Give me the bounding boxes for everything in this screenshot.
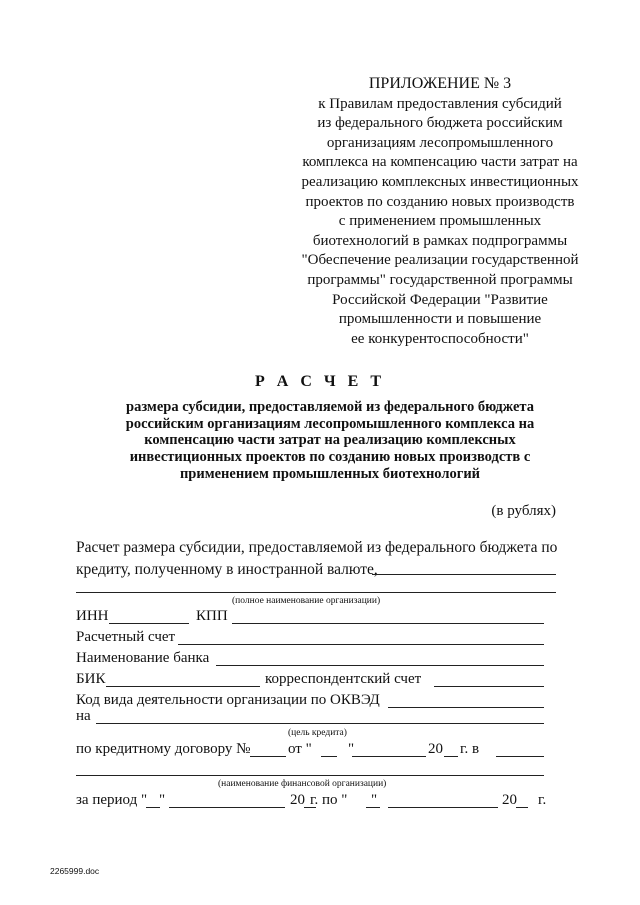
appendix-line: реализацию комплексных инвестиционных	[301, 173, 579, 190]
calculation-subtitle	[60, 399, 600, 483]
contract-day-field[interactable]	[321, 756, 337, 757]
year-in-label: г. в	[460, 741, 480, 757]
appendix-line: проектов по созданию новых производств	[305, 193, 575, 210]
subtitle-line: применением промышленных биотехнологий	[179, 465, 481, 482]
appendix-line: промышленности и повышение	[338, 311, 542, 328]
okved-label: Код вида деятельности организации по ОКВЭД	[76, 692, 380, 708]
kpp-label: КПП	[196, 608, 228, 624]
org-name-note: (полное наименование организации)	[232, 596, 381, 606]
appendix-title: ПРИЛОЖЕНИЕ № 3	[368, 75, 512, 92]
quote-close: "	[348, 741, 355, 757]
purpose-note: (цель кредита)	[288, 728, 347, 738]
period-start-month-field[interactable]	[169, 807, 285, 808]
fin-org-note: (наименование финансовой организации)	[218, 779, 387, 789]
bank-label: Наименование банка	[76, 650, 210, 666]
intro-line-1: Расчет размера субсидии, предоставляемой из федерального бюджета по	[76, 539, 558, 556]
period-label: за период "	[76, 792, 148, 808]
purpose-field[interactable]	[96, 723, 544, 724]
year-prefix: 20	[428, 741, 443, 757]
appendix-line: программы" государственной программы	[307, 271, 573, 288]
kpp-field[interactable]	[232, 623, 544, 624]
inn-field[interactable]	[109, 623, 189, 624]
bik-field[interactable]	[106, 686, 260, 687]
corr-account-field[interactable]	[434, 686, 544, 687]
appendix-line: комплекса на компенсацию части затрат на	[302, 154, 578, 171]
appendix-line: организациям лесопромышленного	[326, 134, 554, 151]
org-name-field[interactable]	[76, 592, 556, 593]
period-quote-2: "	[371, 792, 378, 808]
subtitle-line: размера субсидии, предоставляемой из федерального бюджета	[126, 399, 534, 415]
units-note: (в рублях)	[491, 503, 556, 519]
loan-contract-label: по кредитному договору №	[76, 741, 251, 757]
loan-contract-row	[76, 741, 548, 761]
period-end-day-field[interactable]	[366, 807, 380, 808]
appendix-line: биотехнологий в рамках подпрограммы	[312, 232, 568, 249]
contract-place-field[interactable]	[496, 756, 544, 757]
contract-month-field[interactable]	[352, 756, 426, 757]
fin-org-field[interactable]	[76, 775, 544, 776]
period-quote-1: "	[159, 792, 166, 808]
bik-row	[76, 671, 548, 691]
document-id: 2265999.doc	[50, 866, 100, 876]
period-end-label: г.	[538, 792, 547, 808]
from-label: от "	[288, 741, 312, 757]
period-start-day-field[interactable]	[146, 807, 160, 808]
contract-year-field[interactable]	[444, 756, 458, 757]
period-end-year-field[interactable]	[516, 807, 528, 808]
subtitle-line: российским организациям лесопромышленного комплекса на	[125, 415, 535, 432]
corr-account-label: корреспондентский счет	[265, 671, 422, 687]
account-row	[76, 629, 548, 649]
na-label: на	[76, 708, 91, 724]
subtitle-line: компенсацию части затрат на реализацию комплексных	[144, 432, 516, 449]
period-end-month-field[interactable]	[388, 807, 498, 808]
period-to-label: г. по "	[310, 792, 348, 808]
account-field[interactable]	[178, 644, 544, 645]
bank-field[interactable]	[216, 665, 544, 666]
appendix-line: "Обеспечение реализации государственной	[301, 252, 579, 269]
period-year-1: 20	[290, 792, 305, 808]
appendix-line: из федерального бюджета российским	[317, 115, 563, 132]
bik-label: БИК	[76, 671, 106, 687]
intro-line-2: кредиту, полученному в иностранной валюте,	[76, 561, 378, 578]
contract-number-field[interactable]	[250, 756, 286, 757]
appendix-block	[250, 74, 630, 349]
appendix-line: с применением промышленных	[338, 213, 542, 230]
appendix-line: Российской Федерации "Развитие	[332, 291, 548, 308]
period-year-2: 20	[502, 792, 517, 808]
inn-kpp-row	[76, 608, 548, 628]
period-start-year-field[interactable]	[304, 807, 316, 808]
purpose-row	[76, 708, 548, 728]
appendix-line: ее конкурентоспособности"	[351, 330, 529, 347]
appendix-line: к Правилам предоставления субсидий	[318, 95, 562, 112]
inn-label: ИНН	[76, 608, 109, 624]
currency-field[interactable]	[372, 574, 556, 575]
subtitle-line: инвестиционных проектов по созданию новых производств с	[129, 449, 531, 466]
account-label: Расчетный счет	[76, 629, 176, 645]
bank-row	[76, 650, 548, 670]
period-row	[76, 792, 548, 812]
calculation-title: Р А С Ч Е Т	[255, 373, 385, 390]
